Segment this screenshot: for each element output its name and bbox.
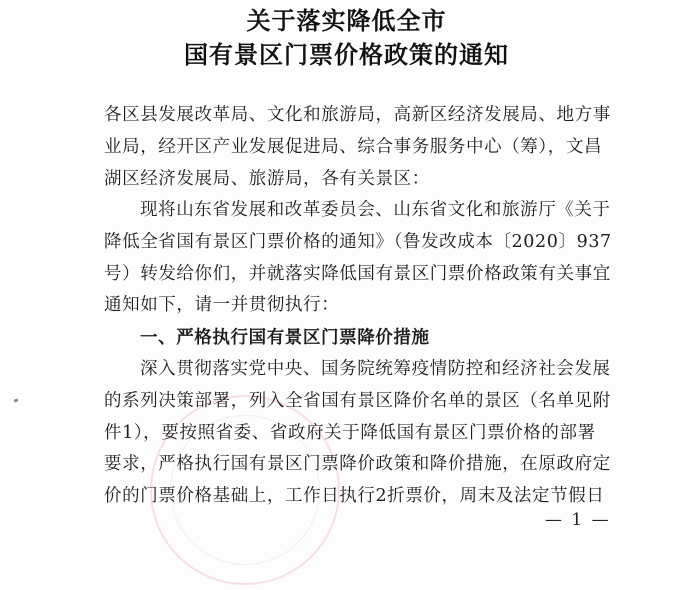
section-1-line: 的系列决策部署，列入全省国有景区降价名单的景区（名单见附: [104, 390, 611, 411]
page-number: — 1 —: [545, 510, 611, 530]
intro-line: 降低全省国有景区门票价格的通知》（鲁发改成本〔2020〕937: [104, 231, 612, 252]
addressee-line: 各区县发展改革局、文化和旅游局，高新区经济发展局、地方事: [104, 105, 611, 125]
document-title-line-1: 关于落实降低全市: [246, 6, 447, 35]
scan-speck: [14, 398, 19, 402]
section-1-heading: 一、严格执行国有景区门票降价措施: [140, 328, 430, 348]
addressee-paragraph: [104, 100, 624, 195]
section-1-line: 件1），要按照省委、省政府关于降低国有景区门票价格的部署: [104, 422, 596, 443]
section-1-paragraph: [104, 354, 624, 513]
document-title-line-2: 国有景区门票价格政策的通知: [184, 40, 509, 69]
section-1-line: 深入贯彻落实党中央、国务院统筹疫情防控和经济社会发展: [140, 359, 611, 379]
intro-line: 现将山东省发展和改革委员会、山东省文化和旅游厅《关于: [140, 200, 611, 220]
intro-paragraph: [104, 195, 624, 322]
addressee-line: 业局，经开区产业发展促进局、综合事务服务中心（筹），文昌: [104, 136, 603, 157]
section-1-line: 要求，严格执行国有景区门票降价政策和降价措施，在原政府定: [104, 454, 611, 475]
addressee-line: 湖区经济发展局、旅游局，各有关景区：: [104, 168, 430, 189]
section-1-line: 价的门票价格基础上，工作日执行2折票价，周末及法定节假日: [104, 486, 605, 507]
intro-line: 号）转发给你们，并就落实降低国有景区门票价格政策有关事宜: [104, 263, 611, 284]
intro-line: 通知如下，请一并贯彻执行：: [104, 295, 340, 316]
